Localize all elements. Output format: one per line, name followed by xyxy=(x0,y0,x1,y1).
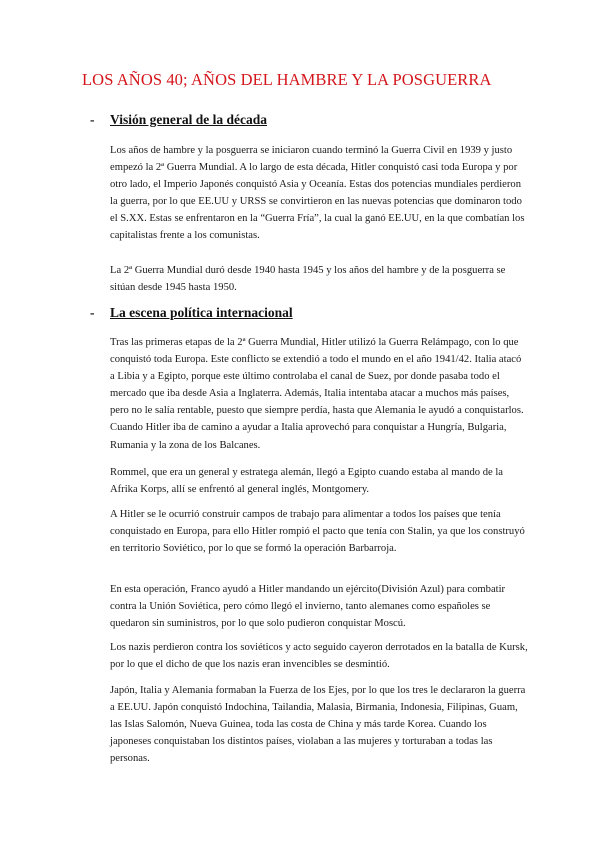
bullet-dash: - xyxy=(90,305,95,320)
paragraph: En esta operación, Franco ayudó a Hitler mandando un ejército(División Azul) para combatir contra la Unión Soviética, pero cómo llegó el invierno, tanto alemanes como españoles se quedaron sin suministros, por lo que solo pudieron conquistar Moscú. xyxy=(110,584,506,630)
paragraph: Los años de hambre y la posguerra se iniciaron cuando terminó la Guerra Civil en 1939 y justo empezó la 2ª Guerra Mundial. A lo largo de esta década, Hitler conquistó casi toda Europa y por otro lado, el Imperio Japonés conquistó Asia y Oceanía. Estas dos potencias mundiales perdieron la guerra, por lo que EE.UU y URSS se convirtieron en las nuevas potencias que dominaron todo el S.XX. Estas se enfrentaron en la “Guerra Fría”, la cual la ganó EE.UU, en la que combatían los capitalistas frente a los comunistas. xyxy=(110,145,525,242)
section-heading-label: La escena política internacional xyxy=(110,305,293,320)
paragraph: Los nazis perdieron contra los soviéticos y acto seguido cayeron derrotados en la batalla de Kursk, por lo que el dicho de que los nazis eran invencibles se desmintió. xyxy=(110,642,528,671)
bullet-dash: - xyxy=(90,112,95,127)
page-title: LOS AÑOS 40; AÑOS DEL HAMBRE Y LA POSGUERRA xyxy=(82,70,492,89)
section-heading-label: Visión general de la década xyxy=(110,112,267,127)
paragraph: A Hitler se le ocurrió construir campos de trabajo para alimentar a todos los países que tenía conquistado en Europa, para ello Hitler rompió el pacto que tenía con Stalin, ya que los construyó en territorio Soviético, por lo que se formó la operación Barbarroja. xyxy=(110,509,525,555)
paragraph: Tras las primeras etapas de la 2ª Guerra Mundial, Hitler utilizó la Guerra Relámpago, con lo que conquistó toda Europa. Este conflicto se extendió a todo el mundo en el año 1941/42. Italia atacó a Libia y a Egipto, porque este último controlaba el canal de Suez, por donde pasaba todo el mercado que iba desde Asia a Inglaterra. Además, Italia intentaba atacar a muchos más países, pero no le salía rentable, puesto que siempre perdía, hasta que Alemania le ayudó a conquistarlos. Cuando Hitler iba de camino a ayudar a Italia aprovechó para conquistar a Hungría, Bulgaria, Rumania y la zona de los Balcanes. xyxy=(110,337,524,451)
paragraph: La 2ª Guerra Mundial duró desde 1940 hasta 1945 y los años del hambre y de la posguerra se sitúan desde 1945 hasta 1950. xyxy=(110,265,506,294)
paragraph: Japón, Italia y Alemania formaban la Fuerza de los Ejes, por lo que los tres le declararon la guerra a EE.UU. Japón conquistó Indochina, Tailandia, Malasia, Birmania, Indonesia, Filipinas, Guam, las Islas Salomón, Nueva Guinea, toda las costa de China y más tarde Korea. Cuando los japoneses conquistaban los distintos países, violaban a las mujeres y torturaban a todas las personas. xyxy=(110,685,526,765)
section-heading-escena-politica xyxy=(90,305,293,321)
section-heading-vision-general xyxy=(90,112,267,128)
paragraph: Rommel, que era un general y estratega alemán, llegó a Egipto cuando estaba al mando de la Afrika Korps, allí se enfrentó al general inglés, Montgomery. xyxy=(110,467,503,496)
